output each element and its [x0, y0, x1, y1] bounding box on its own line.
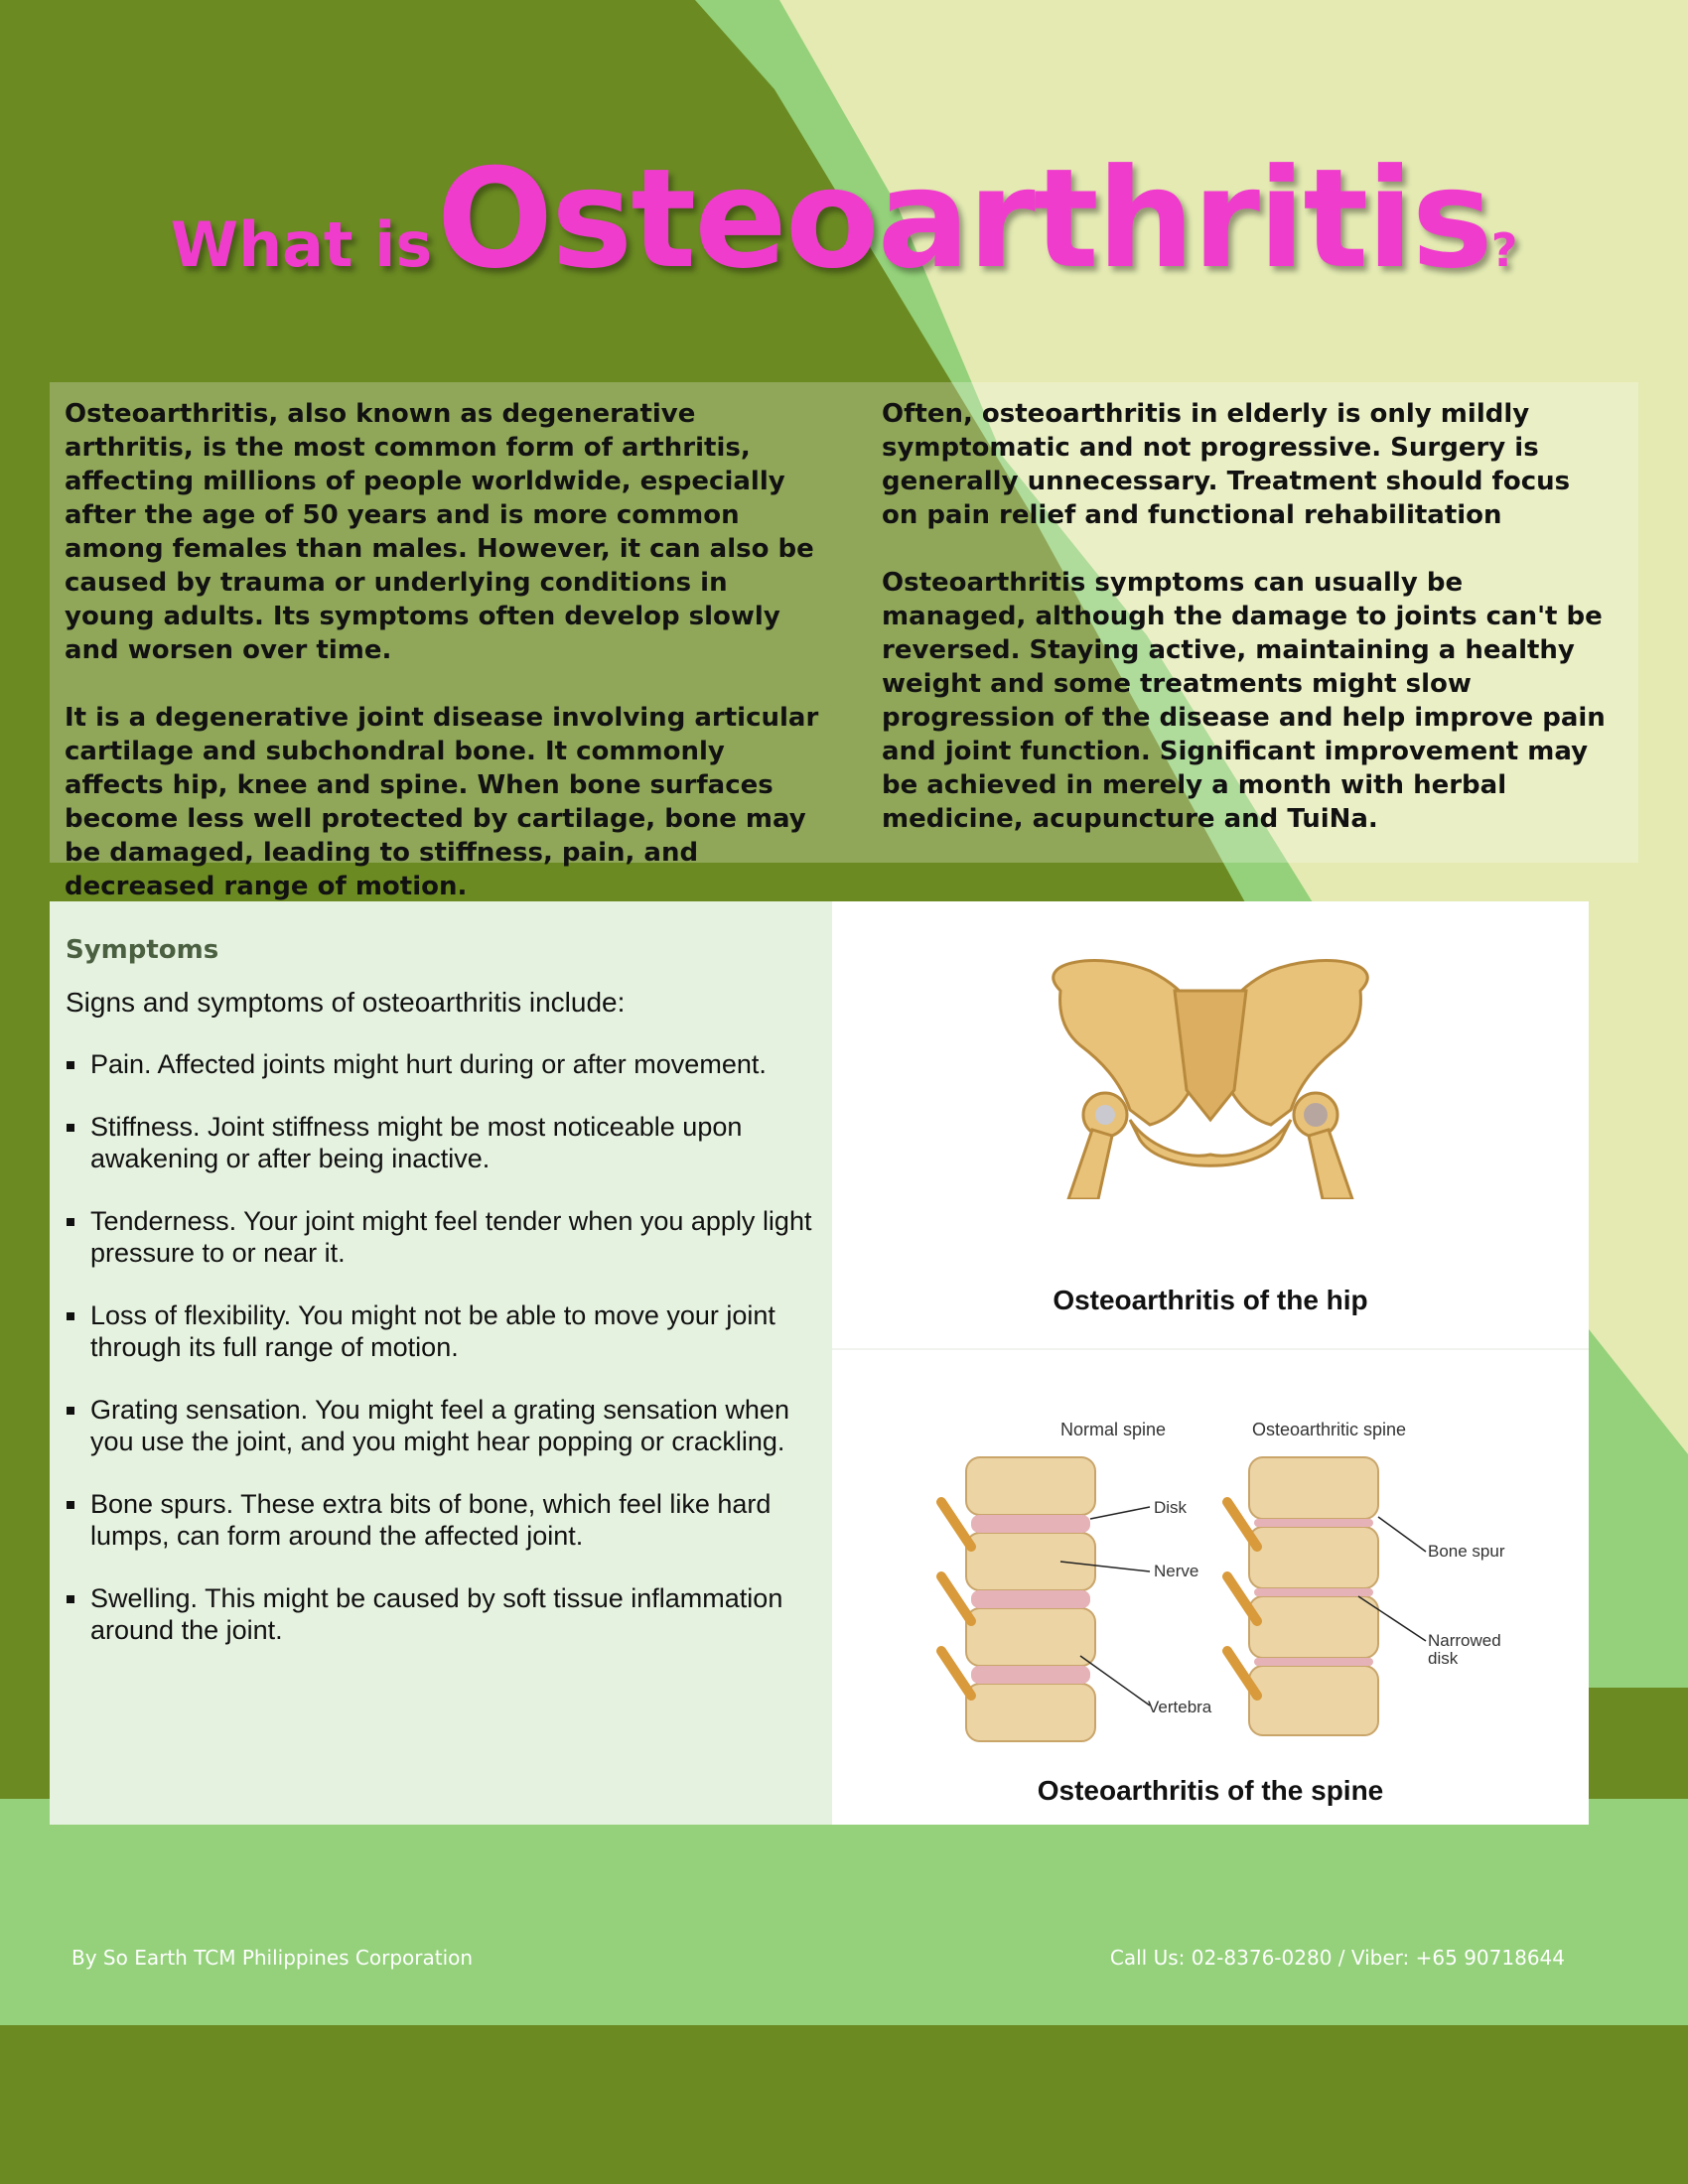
spine-illustration	[832, 1408, 1589, 1765]
symptoms-intro: Signs and symptoms of osteoarthritis include:	[66, 987, 626, 1018]
symptoms-heading: Symptoms	[66, 935, 219, 965]
bullet-icon	[67, 1312, 74, 1320]
intro-left-column	[65, 397, 819, 937]
list-item	[66, 1111, 816, 1174]
list-item	[66, 1582, 816, 1646]
symptom-text: Swelling. This might be caused by soft tissue inflammation around the joint.	[90, 1583, 783, 1645]
list-item	[66, 1048, 816, 1080]
list-item	[66, 1488, 816, 1552]
bullet-icon	[67, 1501, 74, 1509]
symptom-text: Grating sensation. You might feel a grating sensation when you use the joint, and you might hear popping or crackling.	[90, 1395, 789, 1456]
intro-paragraph: Often, osteoarthritis in elderly is only mildly symptomatic and not progressive. Surgery is generally unnecessary. Treatment should focus on pain relief and functional rehabilitation	[882, 399, 1571, 530]
label-narrowed: Narrowed	[1428, 1631, 1501, 1650]
symptom-text: Loss of flexibility. You might not be able to move your joint through its full range of motion.	[90, 1300, 775, 1362]
label-disk: Disk	[1154, 1498, 1188, 1517]
footer-band	[0, 1799, 1688, 2025]
spine-caption: Osteoarthritis of the spine	[1037, 1775, 1384, 1806]
symptom-list	[66, 1048, 816, 1646]
hip-caption: Osteoarthritis of the hip	[1053, 1285, 1368, 1315]
list-item	[66, 1394, 816, 1457]
spine-label-arthritic: Osteoarthritic spine	[1252, 1420, 1407, 1439]
footer-contact: Call Us: 02-8376-0280 / Viber: +65 90718644	[1109, 1946, 1565, 1970]
spine-label-normal: Normal spine	[1060, 1420, 1167, 1439]
divider	[832, 1348, 1589, 1350]
symptoms-panel	[50, 901, 832, 1825]
bullet-icon	[67, 1407, 74, 1415]
page-title	[0, 139, 1688, 299]
label-nerve: Nerve	[1154, 1562, 1199, 1580]
title-main: Osteoarthritis	[436, 139, 1491, 299]
list-item	[66, 1205, 816, 1269]
symptom-text: Tenderness. Your joint might feel tender when you apply light pressure to or near it.	[90, 1206, 812, 1268]
label-vertebra: Vertebra	[1148, 1698, 1212, 1716]
images-panel	[832, 901, 1589, 1825]
bullet-icon	[67, 1124, 74, 1132]
intro-right-column	[882, 397, 1607, 870]
title-question-mark: ?	[1490, 223, 1518, 277]
intro-paragraph: Osteoarthritis symptoms can usually be managed, although the damage to joints can't be reversed. Staying active, maintaining a healthy weight and some treatments might slow progression of the disease and help improve pain and joint function. Significant improvement may be achieved in merely a month with herbal medicine, acupuncture and TuiNa.	[882, 568, 1606, 834]
list-item	[66, 1299, 816, 1363]
symptom-text: Stiffness. Joint stiffness might be most noticeable upon awakening or after being inactive.	[90, 1112, 743, 1173]
label-bone-spur: Bone spur	[1428, 1542, 1505, 1561]
title-prefix: What is	[170, 208, 433, 281]
label-disk-2: disk	[1428, 1649, 1459, 1668]
intro-paragraph: It is a degenerative joint disease involving articular cartilage and subchondral bone. It commonly affects hip, knee and spine. When bone surfaces become less well protected by cartilage, bone may be damaged, leading to stiffness, pain, and decreased range of motion.	[65, 703, 819, 901]
symptom-text: Bone spurs. These extra bits of bone, which feel like hard lumps, can form around the affected joint.	[90, 1489, 772, 1551]
hip-illustration	[832, 951, 1589, 1199]
bullet-icon	[67, 1595, 74, 1603]
bullet-icon	[67, 1218, 74, 1226]
footer-company: By So Earth TCM Philippines Corporation	[71, 1946, 474, 1970]
symptom-text: Pain. Affected joints might hurt during or after movement.	[90, 1049, 767, 1079]
bullet-icon	[67, 1061, 74, 1069]
intro-paragraph: Osteoarthritis, also known as degenerative arthritis, is the most common form of arthritis, affecting millions of people worldwide, especially after the age of 50 years and is more common among females than males. However, it can also be caused by trauma or underlying conditions in young adults. Its symptoms often develop slowly and worsen over time.	[65, 399, 814, 665]
